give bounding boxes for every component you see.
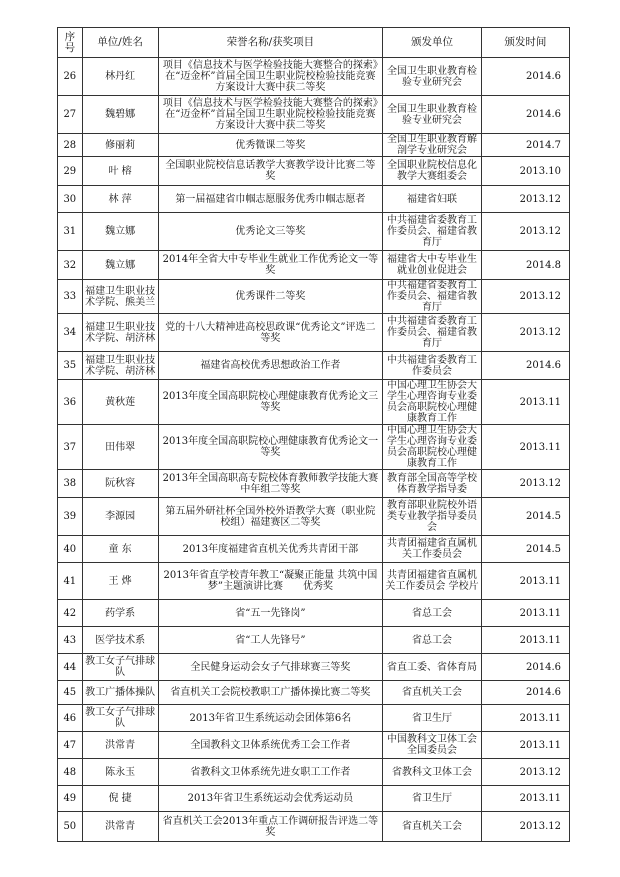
row-issuer: 中国教科文卫体工会全国委员会 [383, 732, 482, 759]
row-honor: 省直机关工会2013年重点工作调研报告评选二等奖 [158, 812, 383, 842]
row-date: 2013.10 [481, 157, 569, 186]
row-number: 29 [58, 157, 83, 186]
row-date: 2014.8 [481, 251, 569, 280]
row-name: 药学系 [82, 600, 158, 627]
header-name: 单位/姓名 [82, 28, 158, 58]
row-number: 49 [58, 786, 83, 812]
awards-table [57, 27, 570, 842]
row-name: 王 烨 [82, 563, 158, 600]
row-issuer: 中共福建省委教育工作委员会 [383, 352, 482, 380]
row-number: 50 [58, 812, 83, 842]
table-row [58, 157, 570, 186]
table-row [58, 96, 570, 134]
row-date: 2014.6 [481, 654, 569, 681]
row-honor: 省“工人先锋号” [158, 627, 383, 654]
row-date: 2013.11 [481, 380, 569, 425]
row-issuer: 福建省妇联 [383, 186, 482, 213]
row-date: 2014.5 [481, 498, 569, 536]
table-row [58, 380, 570, 425]
row-issuer: 中共福建省委教育工作委员会、福建省教育厅 [383, 280, 482, 314]
row-honor: 全国教科文卫体系统优秀工会工作者 [158, 732, 383, 759]
row-number: 40 [58, 536, 83, 563]
row-honor: 省直机关工会院校教职工广播体操比赛二等奖 [158, 681, 383, 705]
table-row [58, 352, 570, 380]
row-issuer: 省直机关工会 [383, 681, 482, 705]
row-honor: 优秀论文三等奖 [158, 213, 383, 251]
row-issuer: 福建省大中专毕业生就业创业促进会 [383, 251, 482, 280]
row-name: 陈永玉 [82, 759, 158, 786]
row-date: 2013.12 [481, 186, 569, 213]
row-name: 洪常青 [82, 732, 158, 759]
row-issuer: 省直工委、省体育局 [383, 654, 482, 681]
table-row [58, 58, 570, 96]
row-name: 黄秋莲 [82, 380, 158, 425]
row-number: 26 [58, 58, 83, 96]
table-row [58, 251, 570, 280]
row-name: 福建卫生职业技术学院、胡济林 [82, 352, 158, 380]
header-honor: 荣誉名称/获奖项目 [158, 28, 383, 58]
row-issuer: 省总工会 [383, 600, 482, 627]
row-honor: 全民健身运动会女子气排球赛三等奖 [158, 654, 383, 681]
row-name: 修丽莉 [82, 134, 158, 157]
row-name: 魏立娜 [82, 213, 158, 251]
row-issuer: 中共福建省委教育工作委员会、福建省教育厅 [383, 314, 482, 352]
row-issuer: 全国卫生职业教育检验专业研究会 [383, 96, 482, 134]
row-honor: 优秀微课二等奖 [158, 134, 383, 157]
row-issuer: 中国心理卫生协会大学生心理咨询专业委员会高职院校心理健康教育工作 [383, 380, 482, 425]
row-date: 2013.11 [481, 600, 569, 627]
row-issuer: 全国卫生职业教育检验专业研究会 [383, 58, 482, 96]
row-date: 2014.6 [481, 58, 569, 96]
row-number: 43 [58, 627, 83, 654]
table-row [58, 498, 570, 536]
row-issuer: 教育部职业院校外语类专业教学指导委员会 [383, 498, 482, 536]
row-name: 教工广播体操队 [82, 681, 158, 705]
row-honor: 第五届外研社杯全国外校外语教学大赛（职业院校组）福建赛区二等奖 [158, 498, 383, 536]
table-row [58, 470, 570, 498]
table-header-row [58, 28, 570, 58]
row-number: 44 [58, 654, 83, 681]
row-name: 教工女子气排球队 [82, 654, 158, 681]
row-honor: 优秀课件二等奖 [158, 280, 383, 314]
row-name: 福建卫生职业技术学院、胡济林 [82, 314, 158, 352]
row-date: 2014.6 [481, 352, 569, 380]
row-issuer: 省直机关工会 [383, 812, 482, 842]
row-name: 阮秋容 [82, 470, 158, 498]
row-date: 2014.5 [481, 536, 569, 563]
row-issuer: 全国职业院校信息化教学大赛组委会 [383, 157, 482, 186]
row-honor: 2013年省卫生系统运动会团体第6名 [158, 705, 383, 732]
row-honor: 2013年度全国高职院校心理健康教育优秀论文三等奖 [158, 380, 383, 425]
table-row [58, 732, 570, 759]
row-name: 医学技术系 [82, 627, 158, 654]
row-honor: 项目《信息技术与医学检验技能大赛整合的探索》在“迈金杯”首届全国卫生职业院校检验技能竞赛方案设计大赛中获二等奖 [158, 58, 383, 96]
table-row [58, 812, 570, 842]
row-honor: 项目《信息技术与医学检验技能大赛整合的探索》在“迈金杯”首届全国卫生职业院校检验技能竞赛方案设计大赛中获二等奖 [158, 96, 383, 134]
row-date: 2013.11 [481, 705, 569, 732]
row-date: 2013.12 [481, 759, 569, 786]
row-name: 教工女子气排球队 [82, 705, 158, 732]
row-honor: 2013年省直学校青年教工“凝聚正能量 共筑中国梦”主题演讲比赛 优秀奖 [158, 563, 383, 600]
row-issuer: 共青团福建省直属机关工作委员会 学校片 [383, 563, 482, 600]
row-date: 2014.6 [481, 96, 569, 134]
row-honor: 2013年省卫生系统运动会优秀运动员 [158, 786, 383, 812]
header-no: 序号 [58, 28, 83, 58]
row-issuer: 教育部全国高等学校体育教学指导委 [383, 470, 482, 498]
row-name: 洪常青 [82, 812, 158, 842]
row-honor: 2013年全国高职高专院校体育教师教学技能大赛中年组二等奖 [158, 470, 383, 498]
table-row [58, 600, 570, 627]
row-date: 2013.11 [481, 786, 569, 812]
row-name: 魏碧娜 [82, 96, 158, 134]
table-row [58, 681, 570, 705]
row-number: 27 [58, 96, 83, 134]
row-date: 2013.12 [481, 314, 569, 352]
row-issuer: 中国心理卫生协会大学生心理咨询专业委员会高职院校心理健康教育工作 [383, 425, 482, 470]
row-date: 2013.12 [481, 812, 569, 842]
row-number: 38 [58, 470, 83, 498]
row-number: 48 [58, 759, 83, 786]
row-name: 叶 榕 [82, 157, 158, 186]
row-number: 28 [58, 134, 83, 157]
row-number: 47 [58, 732, 83, 759]
row-date: 2013.12 [481, 213, 569, 251]
row-issuer: 全国卫生职业教育解剖学专业研究会 [383, 134, 482, 157]
row-number: 32 [58, 251, 83, 280]
row-honor: 福建省高校优秀思想政治工作者 [158, 352, 383, 380]
row-number: 42 [58, 600, 83, 627]
row-issuer: 省卫生厅 [383, 705, 482, 732]
table-row [58, 627, 570, 654]
row-name: 田伟翠 [82, 425, 158, 470]
row-number: 35 [58, 352, 83, 380]
table-row [58, 314, 570, 352]
row-issuer: 中共福建省委教育工作委员会、福建省教育厅 [383, 213, 482, 251]
table-row [58, 134, 570, 157]
table-row [58, 654, 570, 681]
row-date: 2013.12 [481, 470, 569, 498]
row-honor: 第一届福建省巾帼志愿服务优秀巾帼志愿者 [158, 186, 383, 213]
row-name: 福建卫生职业技术学院、熊美兰 [82, 280, 158, 314]
row-number: 34 [58, 314, 83, 352]
row-honor: 2013年度福建省直机关优秀共青团干部 [158, 536, 383, 563]
row-honor: 全国职业院校信息话教学大赛教学设计比赛二等奖 [158, 157, 383, 186]
table-body [58, 58, 570, 842]
row-date: 2013.11 [481, 627, 569, 654]
row-name: 李源园 [82, 498, 158, 536]
table-row [58, 425, 570, 470]
header-issuer: 颁发单位 [383, 28, 482, 58]
table-row [58, 536, 570, 563]
row-number: 46 [58, 705, 83, 732]
row-name: 童 东 [82, 536, 158, 563]
row-number: 37 [58, 425, 83, 470]
row-number: 30 [58, 186, 83, 213]
row-issuer: 省教科文卫体工会 [383, 759, 482, 786]
table-row [58, 786, 570, 812]
table-row [58, 563, 570, 600]
row-issuer: 省卫生厅 [383, 786, 482, 812]
row-date: 2014.7 [481, 134, 569, 157]
row-number: 31 [58, 213, 83, 251]
row-issuer: 省总工会 [383, 627, 482, 654]
row-honor: 省“五一先锋岗” [158, 600, 383, 627]
row-number: 45 [58, 681, 83, 705]
row-number: 36 [58, 380, 83, 425]
row-number: 33 [58, 280, 83, 314]
row-name: 倪 捷 [82, 786, 158, 812]
row-name: 林 萍 [82, 186, 158, 213]
row-honor: 省教科文卫体系统先进女职工工作者 [158, 759, 383, 786]
row-name: 林丹红 [82, 58, 158, 96]
row-number: 41 [58, 563, 83, 600]
row-honor: 2013年度全国高职院校心理健康教育优秀论文一等奖 [158, 425, 383, 470]
row-date: 2013.11 [481, 425, 569, 470]
table-row [58, 213, 570, 251]
row-date: 2014.6 [481, 681, 569, 705]
row-date: 2013.12 [481, 280, 569, 314]
row-issuer: 共青团福建省直属机关工作委员会 [383, 536, 482, 563]
row-number: 39 [58, 498, 83, 536]
row-date: 2013.11 [481, 563, 569, 600]
table-row [58, 759, 570, 786]
table-row [58, 705, 570, 732]
row-honor: 党的十八大精神进高校思政课“优秀论文”评选二等奖 [158, 314, 383, 352]
row-honor: 2014年全省大中专毕业生就业工作优秀论文一等奖 [158, 251, 383, 280]
table-row [58, 186, 570, 213]
row-name: 魏立娜 [82, 251, 158, 280]
table-row [58, 280, 570, 314]
header-date: 颁发时间 [481, 28, 569, 58]
row-date: 2013.11 [481, 732, 569, 759]
